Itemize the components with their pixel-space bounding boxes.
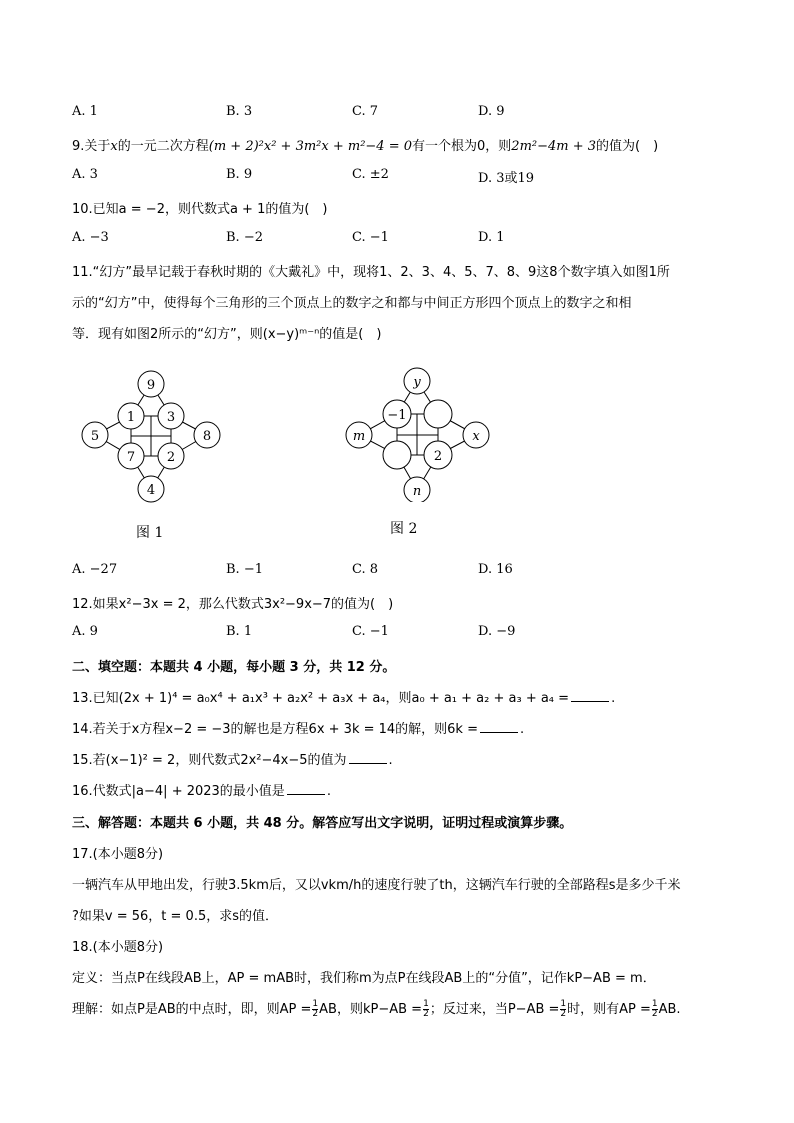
q8-option-c: C. 7 [352, 104, 379, 119]
half-fraction: $\frac{1}{2}$ [312, 999, 319, 1019]
fig2-node-br: 2 [433, 449, 443, 464]
fig1-node-tr: 3 [166, 410, 176, 425]
section-2-heading: 二、填空题：本题共 4 小题，每小题 3 分，共 12 分。 [72, 660, 396, 675]
q10-option-c: C. −1 [352, 230, 389, 245]
q11-stem-line1: 11.“幻方”最早记载于春秋时期的《大戴礼》中，现将1、2、3、4、5、7、8、9这8个数字填入如图1所 [72, 265, 670, 280]
q17-heading: 17.(本小题8分) [72, 847, 164, 862]
fig1-node-left: 5 [90, 429, 100, 444]
q12-option-c: C. −1 [352, 624, 389, 639]
fig2-node-tl: −1 [387, 408, 407, 423]
q9-option-d: D. 3或19 [478, 171, 535, 186]
fig1-node-br: 2 [166, 450, 176, 465]
half-fraction: $\frac{1}{2}$ [651, 999, 658, 1019]
fig2-node-left: m [352, 429, 366, 444]
q17-line2: ?如果v = 56，t = 0.5，求s的值． [72, 909, 278, 924]
q11-option-a: A. −27 [72, 562, 118, 577]
q12-option-a: A. 9 [72, 624, 98, 639]
q13-stem: 13.已知(2x + 1)⁴ = a₀x⁴ + a₁x³ + a₂x² + a₃x + a₄，则a₀ + a₁ + a₂ + a₃ + a₄ = . [72, 691, 616, 706]
q11-stem-line3: 等．现有如图2所示的“幻方”，则(x−y)ᵐ⁻ⁿ的值是( ) [72, 327, 382, 342]
q12-option-d: D. −9 [478, 624, 516, 639]
figure-2 [338, 362, 498, 506]
q10-option-d: D. 1 [478, 230, 505, 245]
fig1-node-tl: 1 [126, 410, 136, 425]
fig2-node-top: y [413, 375, 421, 390]
q11-stem-line2: 示的“幻方”中，使得每个三角形的三个顶点上的数字之和都与中间正方形四个顶点上的数字之和相 [72, 296, 632, 311]
q18-definition: 定义：当点P在线段AB上，AP = mAB时，我们称m为点P在线段AB上的“分值”，记作kP−AB = m． [72, 971, 656, 986]
fig2-node-bottom: n [412, 484, 422, 499]
q8-option-d: D. 9 [478, 104, 505, 119]
q10-stem: 10.已知a = −2，则代数式a + 1的值为( ) [72, 202, 328, 217]
half-fraction: $\frac{1}{2}$ [560, 999, 567, 1019]
q11-option-c: C. 8 [352, 562, 379, 577]
fig1-node-bl: 7 [126, 450, 136, 465]
q11-option-d: D. 16 [478, 562, 513, 577]
q18-understanding: 理解：如点P是AB的中点时，即，则AP = $\frac{1}{2}$ AB，则kP−AB = $\frac{1}{2}$ ；反过来，当P−AB = $\frac{1}{2}$ 时，则有AP = $\frac{1}{2}$ AB. [72, 999, 681, 1019]
section-3-heading: 三、解答题：本题共 6 小题，共 48 分。解答应写出文字说明，证明过程或演算步骤。 [72, 816, 573, 831]
figure-2-caption: 图 2 [390, 521, 418, 537]
q9-option-a: A. 3 [72, 167, 98, 182]
figure-1-caption: 图 1 [136, 525, 164, 541]
q8-option-b: B. 3 [226, 104, 253, 119]
figure-1 [72, 366, 232, 510]
q14-stem: 14.若关于x方程x−2 = −3的解也是方程6x + 3k = 14的解，则6k = . [72, 722, 525, 737]
q17-line1: 一辆汽车从甲地出发，行驶3.5km后，又以vkm/h的速度行驶了th，这辆汽车行驶的全部路程s是多少千米 [72, 878, 681, 893]
q12-stem: 12.如果x²−3x = 2，那么代数式3x²−9x−7的值为( ) [72, 597, 394, 612]
q18-heading: 18.(本小题8分) [72, 940, 164, 955]
q9-stem: 9.关于x的一元二次方程(m + 2)²x² + 3m²x + m²−4 = 0有一个根为0，则2m²−4m + 3的值为( ) [72, 139, 659, 154]
q10-option-b: B. −2 [226, 230, 263, 245]
q11-option-b: B. −1 [226, 562, 263, 577]
fig1-node-bottom: 4 [146, 483, 156, 498]
half-fraction: $\frac{1}{2}$ [423, 999, 429, 1019]
q9-option-b: B. 9 [226, 167, 253, 182]
q10-option-a: A. −3 [72, 230, 109, 245]
fig2-node-right: x [472, 429, 480, 444]
q15-stem: 15.若(x−1)² = 2，则代数式2x²−4x−5的值为 . [72, 753, 393, 768]
q9-option-c: C. ±2 [352, 167, 389, 182]
fig1-node-right: 8 [202, 429, 212, 444]
fig1-node-top: 9 [146, 378, 156, 393]
q8-option-a: A. 1 [72, 104, 98, 119]
q16-stem: 16.代数式|a−4| + 2023的最小值是 . [72, 784, 331, 799]
q12-option-b: B. 1 [226, 624, 253, 639]
